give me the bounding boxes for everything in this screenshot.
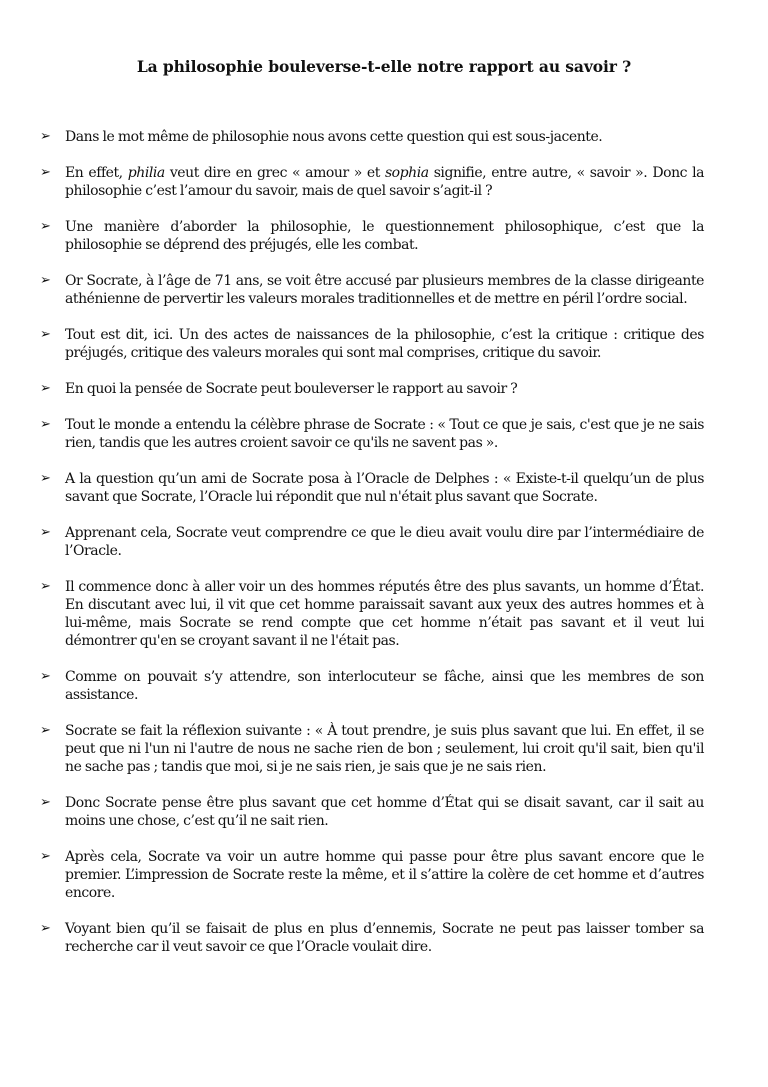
list-item <box>40 524 704 560</box>
list-item <box>40 128 704 146</box>
list-item <box>40 470 704 506</box>
arrow-bullet-icon: ➢ <box>40 795 51 810</box>
list-item <box>40 272 704 308</box>
list-item-text: Socrate se fait la réflexion suivante : « À tout prendre, je suis plus savant que lui. En effet, il se peut que ni l'un ni l'autre de nous ne sache rien de bon ; seulement, lui croit qu'il sait, bien qu'il ne sache pas ; tandis que moi, si je ne sais rien, je sais que je ne sais rien. <box>65 723 704 775</box>
list-item <box>40 326 704 362</box>
list-item-text: Après cela, Socrate va voir un autre homme qui passe pour être plus savant encore que le premier. L’impression de Socrate reste la même, et il s’attire la colère de cet homme et d’autres encore. <box>65 849 704 901</box>
list-item <box>40 848 704 902</box>
list-item-text: Apprenant cela, Socrate veut comprendre ce que le dieu avait voulu dire par l’intermédiaire de l’Oracle. <box>65 525 704 559</box>
italic-term: sophia <box>384 165 429 181</box>
list-item-text: Voyant bien qu’il se faisait de plus en plus d’ennemis, Socrate ne peut pas laisser tomber sa recherche car il veut savoir ce que l’Oracle voulait dire. <box>65 921 704 955</box>
arrow-bullet-icon: ➢ <box>40 669 51 684</box>
arrow-bullet-icon: ➢ <box>40 921 51 936</box>
text-run: signifie, entre autre, « savoir ». Donc la philosophie c’est l’amour du savoir, mais de quel savoir s’agit-il ? <box>65 165 705 199</box>
arrow-bullet-icon: ➢ <box>40 165 51 180</box>
arrow-bullet-icon: ➢ <box>40 525 51 540</box>
list-item-text: Dans le mot même de philosophie nous avons cette question qui est sous-jacente. <box>65 129 603 145</box>
list-item-text: Comme on pouvait s’y attendre, son interlocuteur se fâche, ainsi que les membres de son assistance. <box>65 669 704 703</box>
list-item-text: Tout est dit, ici. Un des actes de naissances de la philosophie, c’est la critique : critique des préjugés, critique des valeurs morales qui sont mal comprises, critique du savoir. <box>65 327 704 361</box>
arrow-bullet-icon: ➢ <box>40 417 51 432</box>
list-item <box>40 920 704 956</box>
arrow-bullet-icon: ➢ <box>40 219 51 234</box>
list-item <box>40 578 704 650</box>
arrow-bullet-icon: ➢ <box>40 381 51 396</box>
italic-term: philia <box>127 165 165 181</box>
list-item-text: En quoi la pensée de Socrate peut bouleverser le rapport au savoir ? <box>65 381 518 397</box>
document-title: La philosophie bouleverse-t-elle notre rapport au savoir ? <box>136 57 632 76</box>
list-item-text: Tout le monde a entendu la célèbre phrase de Socrate : « Tout ce que je sais, c'est que je ne sais rien, tandis que les autres croient savoir ce qu'ils ne savent pas ». <box>65 417 704 451</box>
list-item <box>40 794 704 830</box>
list-item-text: Il commence donc à aller voir un des hommes réputés être des plus savants, un homme d’État. En discutant avec lui, il vit que cet homme paraissait savant aux yeux des autres hommes et à lui-même, mais Socrate se rend compte que cet homme n’était pas savant et il veut lui démontrer qu'en se croyant savant il ne l'était pas. <box>65 579 704 649</box>
list-item <box>40 164 704 200</box>
bullet-list <box>40 128 704 974</box>
list-item-text: Une manière d’aborder la philosophie, le questionnement philosophique, c’est que la philosophie se déprend des préjugés, elle les combat. <box>65 219 704 253</box>
text-run: En effet, <box>65 165 128 181</box>
arrow-bullet-icon: ➢ <box>40 579 51 594</box>
text-run: veut dire en grec « amour » et <box>164 165 385 181</box>
list-item <box>40 416 704 452</box>
list-item <box>40 668 704 704</box>
list-item <box>40 380 704 398</box>
list-item-text <box>65 164 704 200</box>
list-item <box>40 218 704 254</box>
arrow-bullet-icon: ➢ <box>40 327 51 342</box>
list-item <box>40 722 704 776</box>
arrow-bullet-icon: ➢ <box>40 723 51 738</box>
arrow-bullet-icon: ➢ <box>40 273 51 288</box>
list-item-text: Or Socrate, à l’âge de 71 ans, se voit être accusé par plusieurs membres de la classe dirigeante athénienne de pervertir les valeurs morales traditionnelles et de mettre en péril l’ordre social. <box>65 273 704 307</box>
arrow-bullet-icon: ➢ <box>40 471 51 486</box>
list-item-text: A la question qu’un ami de Socrate posa à l’Oracle de Delphes : « Existe-t-il quelqu’un de plus savant que Socrate, l’Oracle lui répondit que nul n'était plus savant que Socrate. <box>65 471 704 505</box>
arrow-bullet-icon: ➢ <box>40 849 51 864</box>
arrow-bullet-icon: ➢ <box>40 129 51 144</box>
list-item-text: Donc Socrate pense être plus savant que cet homme d’État qui se disait savant, car il sait au moins une chose, c’est qu’il ne sait rien. <box>65 795 704 829</box>
